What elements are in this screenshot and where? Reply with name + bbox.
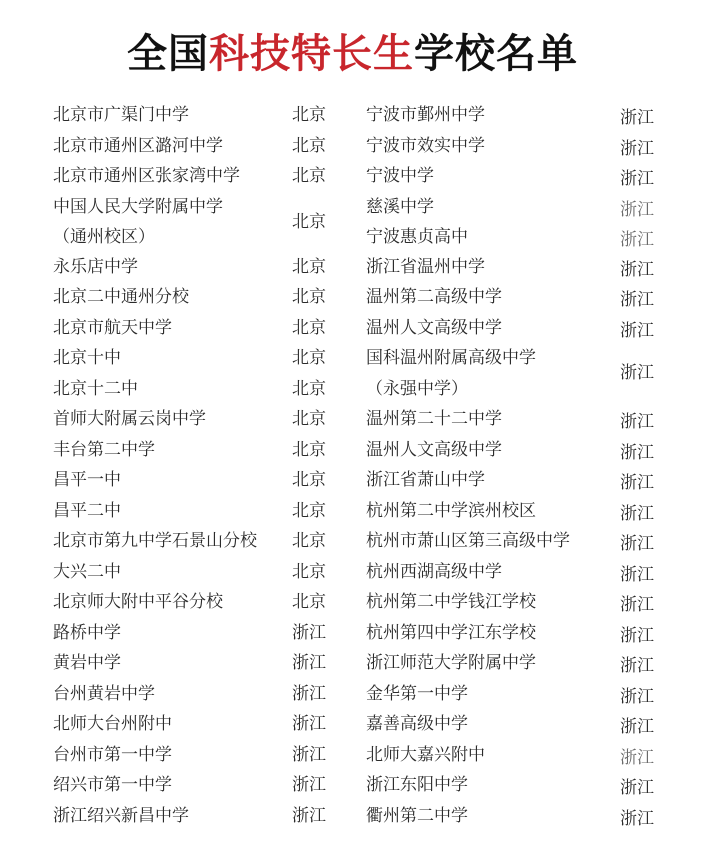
right-school-province: 浙江 <box>620 809 654 829</box>
left-school-name-line2: （通州校区） <box>53 227 155 247</box>
left-school-name: 北京市第九中学石景山分校 <box>53 531 257 551</box>
right-school-name: 温州人文高级中学 <box>366 318 502 338</box>
left-school-province: 北京 <box>292 318 326 338</box>
left-school-name: 北京二中通州分校 <box>53 287 189 307</box>
left-school-name: 昌平二中 <box>53 501 121 521</box>
right-school-name: 宁波市效实中学 <box>366 136 485 156</box>
left-school-province: 北京 <box>292 531 326 551</box>
right-school-province: 浙江 <box>620 626 654 646</box>
left-school-province: 北京 <box>292 348 326 368</box>
right-school-name-line2: （永强中学） <box>366 379 468 399</box>
right-school-name: 杭州第二中学滨州校区 <box>366 501 536 521</box>
right-school-name: 衢州第二中学 <box>366 806 468 826</box>
left-school-name: 绍兴市第一中学 <box>53 775 172 795</box>
right-school-name: 北师大嘉兴附中 <box>366 745 485 765</box>
right-school-name: 杭州第二中学钱江学校 <box>366 592 536 612</box>
right-school-province: 浙江 <box>620 260 654 280</box>
left-school-province: 北京 <box>292 105 326 125</box>
left-school-province: 浙江 <box>292 745 326 765</box>
right-school-province: 浙江 <box>620 139 654 159</box>
right-school-name: 金华第一中学 <box>366 684 468 704</box>
right-school-province: 浙江 <box>620 595 654 615</box>
right-school-province: 浙江 <box>620 504 654 524</box>
right-school-name: 杭州第四中学江东学校 <box>366 623 536 643</box>
right-school-province: 浙江 <box>620 321 654 341</box>
left-school-name: 中国人民大学附属中学 <box>53 197 223 217</box>
right-school-name: 国科温州附属高级中学 <box>366 348 536 368</box>
left-school-name: 黄岩中学 <box>53 653 121 673</box>
right-school-name: 杭州市萧山区第三高级中学 <box>366 531 570 551</box>
right-school-name: 浙江东阳中学 <box>366 775 468 795</box>
right-school-name: 慈溪中学 <box>366 197 434 217</box>
left-school-province: 浙江 <box>292 775 326 795</box>
right-school-name: 宁波惠贞高中 <box>366 227 468 247</box>
right-school-province: 浙江 <box>620 778 654 798</box>
left-school-name: 台州黄岩中学 <box>53 684 155 704</box>
left-school-name: 北京师大附中平谷分校 <box>53 592 223 612</box>
right-school-province: 浙江 <box>620 473 654 493</box>
right-school-province: 浙江 <box>620 108 654 128</box>
right-school-name: 宁波中学 <box>366 166 434 186</box>
right-school-province: 浙江 <box>620 412 654 432</box>
left-school-name: 北京市通州区潞河中学 <box>53 136 223 156</box>
right-school-province: 浙江 <box>620 169 654 189</box>
right-school-name: 浙江师范大学附属中学 <box>366 653 536 673</box>
right-school-province: 浙江 <box>620 290 654 310</box>
right-school-province: 浙江 <box>620 363 654 383</box>
left-school-province: 北京 <box>292 409 326 429</box>
left-school-name: 永乐店中学 <box>53 257 138 277</box>
title-suffix: 学校名单 <box>414 31 578 77</box>
right-school-province: 浙江 <box>620 687 654 707</box>
left-school-name: 北京十中 <box>53 348 121 368</box>
left-school-province: 北京 <box>292 379 326 399</box>
left-school-name: 浙江绍兴新昌中学 <box>53 806 189 826</box>
left-school-name: 北京十二中 <box>53 379 138 399</box>
right-school-name: 宁波市鄞州中学 <box>366 105 485 125</box>
right-school-name: 浙江省萧山中学 <box>366 470 485 490</box>
right-school-province: 浙江 <box>620 717 654 737</box>
title-highlight: 科技特长生 <box>209 31 414 77</box>
left-school-name: 昌平一中 <box>53 470 121 490</box>
left-school-name: 首师大附属云岗中学 <box>53 409 206 429</box>
right-school-province: 浙江 <box>620 565 654 585</box>
left-school-province: 北京 <box>292 592 326 612</box>
left-school-name: 大兴二中 <box>53 562 121 582</box>
right-school-province: 浙江 <box>620 748 654 768</box>
left-school-province: 北京 <box>292 562 326 582</box>
left-school-province: 北京 <box>292 136 326 156</box>
left-school-province: 北京 <box>292 287 326 307</box>
right-school-province: 浙江 <box>620 200 654 220</box>
left-school-province: 北京 <box>292 166 326 186</box>
left-school-province: 北京 <box>292 440 326 460</box>
left-school-province: 浙江 <box>292 623 326 643</box>
left-school-name: 北师大台州附中 <box>53 714 172 734</box>
left-school-province: 浙江 <box>292 653 326 673</box>
right-school-name: 嘉善高级中学 <box>366 714 468 734</box>
title-prefix: 全国 <box>127 31 209 77</box>
left-school-name: 北京市航天中学 <box>53 318 172 338</box>
left-school-province: 浙江 <box>292 714 326 734</box>
left-school-name: 北京市通州区张家湾中学 <box>53 166 240 186</box>
left-school-name: 台州市第一中学 <box>53 745 172 765</box>
left-school-name: 北京市广渠门中学 <box>53 105 189 125</box>
right-school-name: 杭州西湖高级中学 <box>366 562 502 582</box>
right-school-name: 温州人文高级中学 <box>366 440 502 460</box>
right-school-name: 温州第二十二中学 <box>366 409 502 429</box>
left-school-province: 北京 <box>292 470 326 490</box>
right-school-province: 浙江 <box>620 656 654 676</box>
right-school-province: 浙江 <box>620 443 654 463</box>
right-school-province: 浙江 <box>620 230 654 250</box>
left-school-province: 北京 <box>292 212 326 232</box>
right-school-name: 温州第二高级中学 <box>366 287 502 307</box>
right-school-province: 浙江 <box>620 534 654 554</box>
left-school-province: 浙江 <box>292 684 326 704</box>
left-school-province: 北京 <box>292 501 326 521</box>
left-school-province: 北京 <box>292 257 326 277</box>
left-school-name: 路桥中学 <box>53 623 121 643</box>
left-school-province: 浙江 <box>292 806 326 826</box>
left-school-name: 丰台第二中学 <box>53 440 155 460</box>
right-school-name: 浙江省温州中学 <box>366 257 485 277</box>
